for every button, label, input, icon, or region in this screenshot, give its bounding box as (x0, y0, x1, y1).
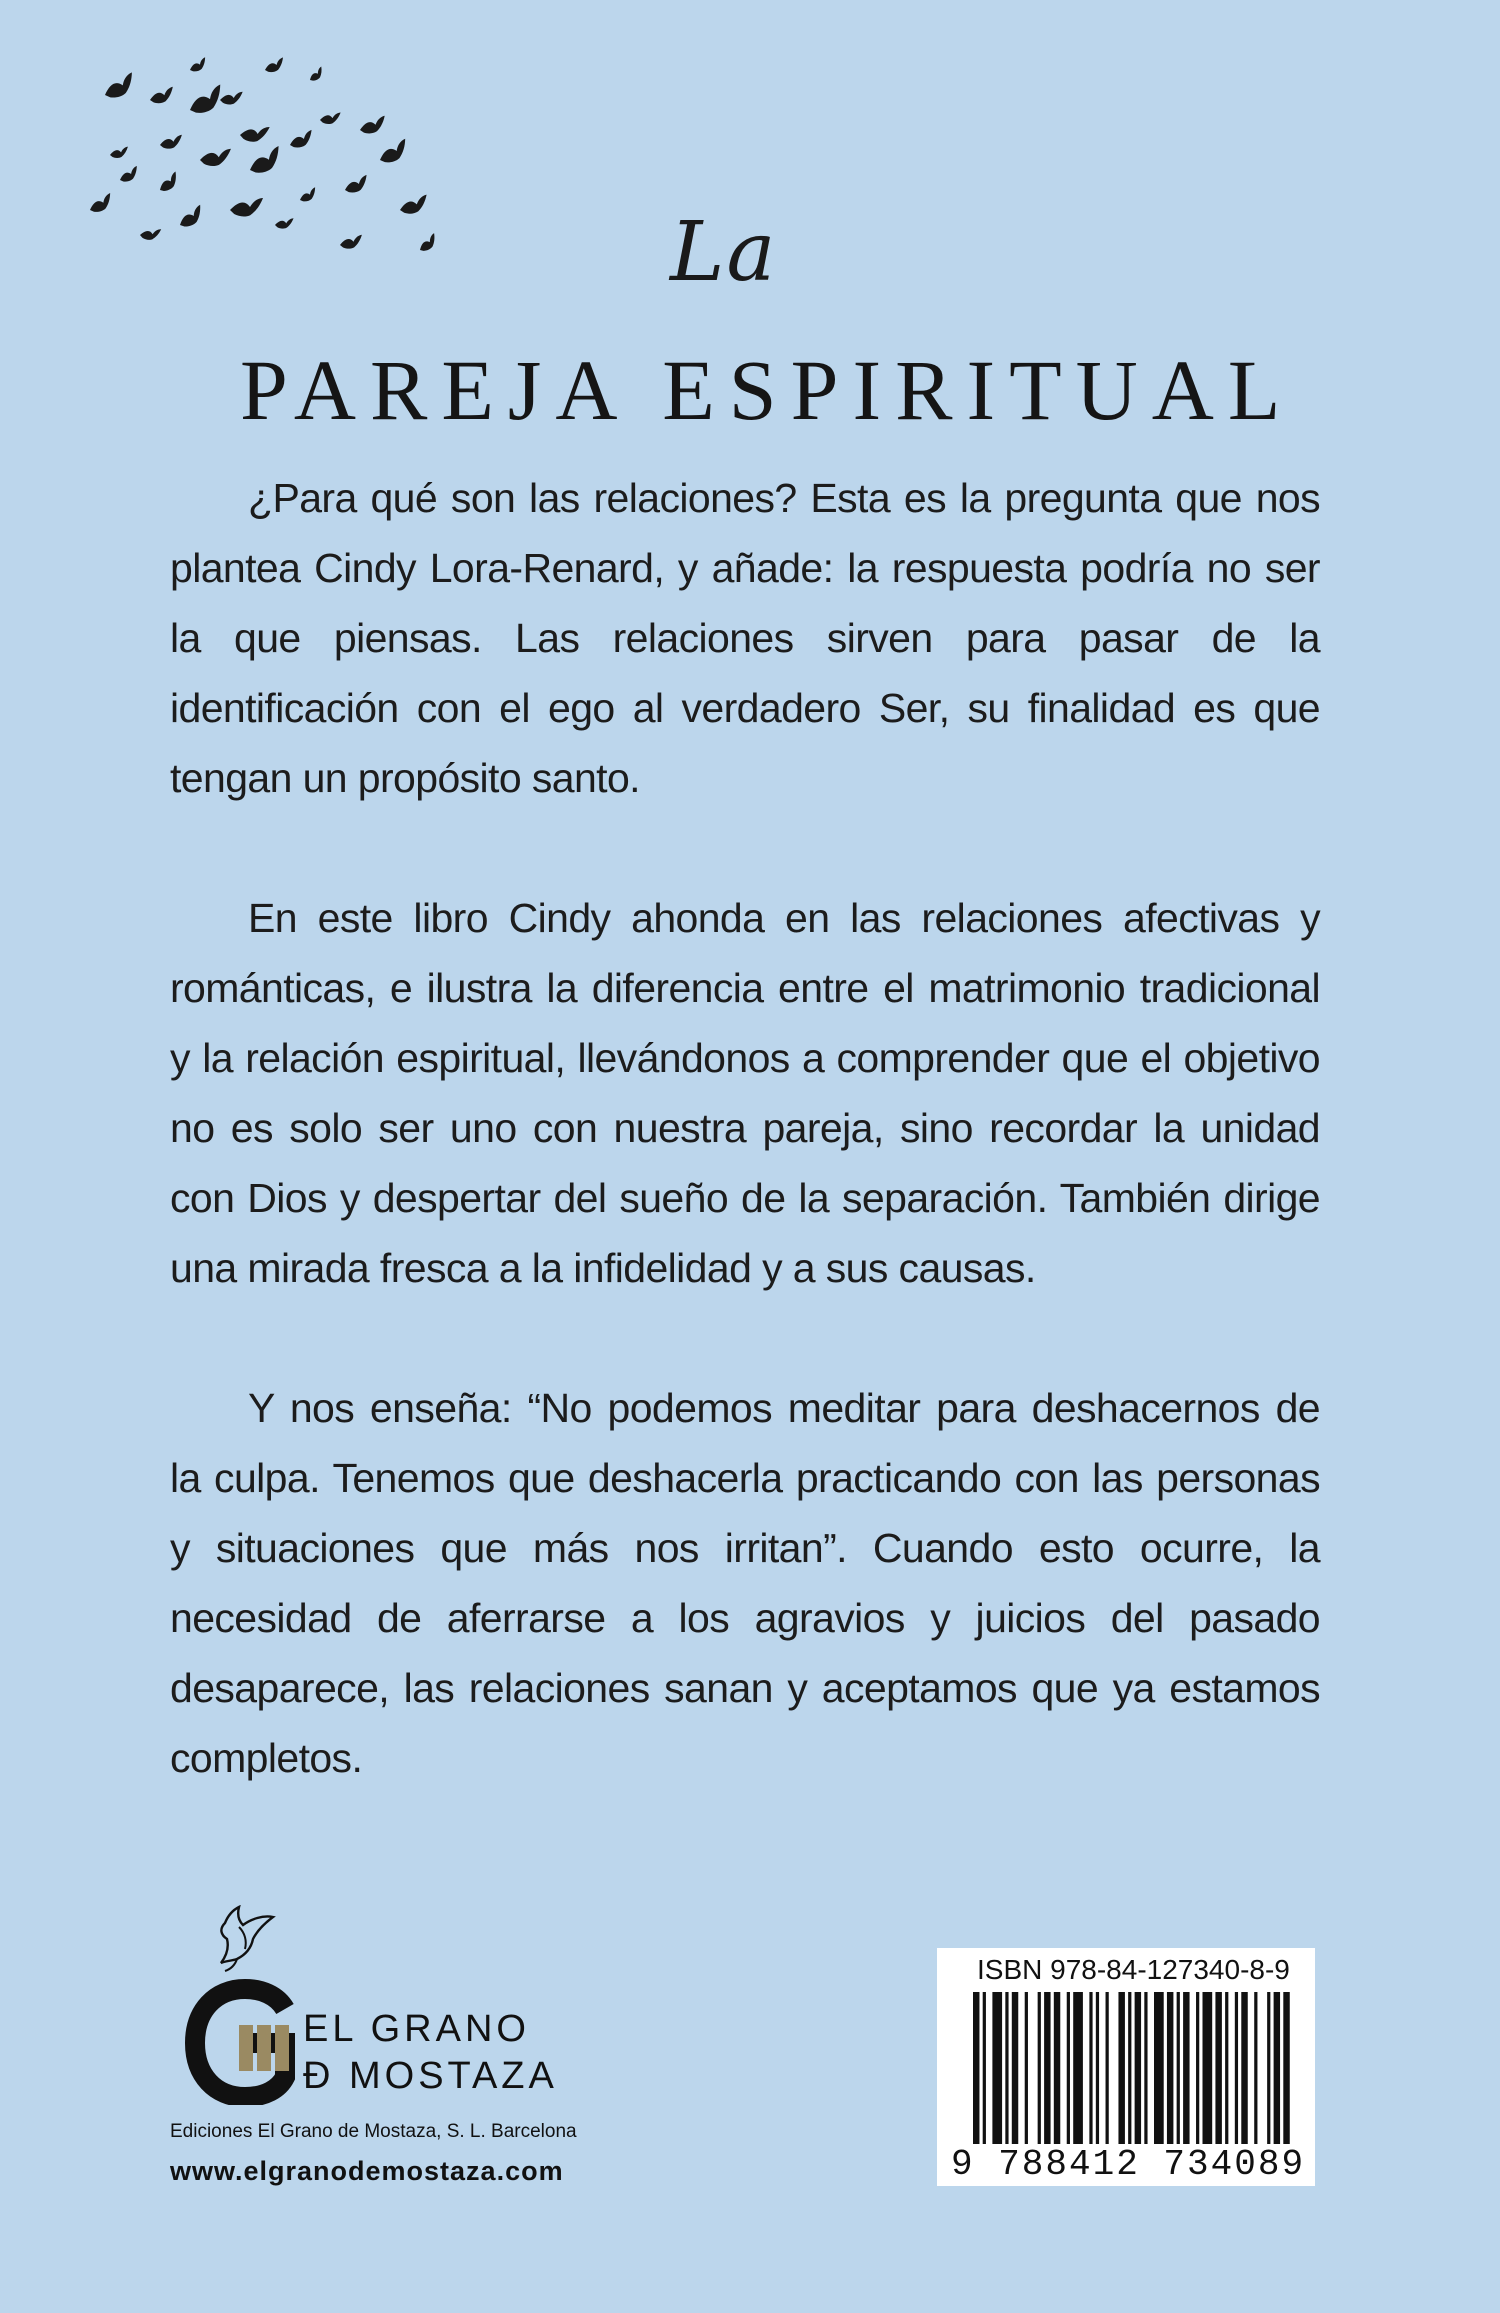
barcode-bar (1025, 1992, 1028, 2144)
barcode-bar (1167, 1992, 1173, 2144)
bird-icon (150, 87, 173, 103)
bird-icon (176, 205, 204, 229)
bird-icon (298, 187, 317, 202)
bird-icon (416, 233, 439, 252)
bird-icon (187, 85, 225, 115)
barcode-bar (1144, 1992, 1147, 2144)
isbn-barcode (937, 1948, 1315, 2186)
barcode-bar (1196, 1992, 1199, 2144)
book-title: PAREJA ESPIRITUAL (240, 342, 1295, 438)
barcode-bar (1005, 1992, 1008, 2144)
bird-icon (156, 171, 181, 192)
book-description (170, 463, 1320, 1863)
barcode-bar (1128, 1992, 1131, 2144)
barcode-bar (1254, 1992, 1257, 2144)
title-prefix: La (670, 205, 778, 300)
bird-icon (88, 193, 113, 213)
barcode-bar (1038, 1992, 1041, 2144)
barcode-bar (1054, 1992, 1060, 2144)
barcode-bar (1202, 1992, 1212, 2144)
bird-icon (118, 166, 139, 183)
barcode-bar (1235, 1992, 1238, 2144)
publisher-name-line1: EL GRANO (303, 2008, 530, 2050)
bird-icon (340, 233, 362, 250)
barcode-bar (1044, 1992, 1050, 2144)
barcode-bar (1215, 1992, 1221, 2144)
barcode-bar (1106, 1992, 1109, 2144)
bird-icon (160, 133, 182, 150)
bird-icon (102, 72, 136, 99)
bird-icon (307, 67, 325, 82)
bird-icon (219, 88, 242, 106)
description-paragraph: ¿Para qué son las relaciones? Esta es la pregunta que nos plantea Cindy Lora-Renard, y añade: la respuesta podría no ser la que piensas. Las relaciones sirven para pasar de la identificación con el ego al verdadero Ser, su finalidad es que tengan un propósito santo. (170, 475, 1320, 801)
publisher-website[interactable]: www.elgranodemostaza.com (170, 2156, 564, 2186)
publisher-name-line2: Ð MOSTAZA (303, 2055, 558, 2097)
barcode-bar (983, 1992, 986, 2144)
barcode-bar (1183, 1992, 1189, 2144)
description-paragraph: En este libro Cindy ahonda en las relaciones afectivas y románticas, e ilustra la diferencia entre el matrimonio tradicional y la relación espiritual, llevándonos a comprender que el objetivo no es solo ser uno con nuestra pareja, sino recordar la unidad con Dios y despertar del sueño de la separación. También dirige una mirada fresca a la infidelidad y a sus causas. (170, 895, 1320, 1291)
barcode-bar (1154, 1992, 1164, 2144)
barcode-bar (992, 1992, 1002, 2144)
barcode-bar (1135, 1992, 1141, 2144)
bird-icon (360, 116, 385, 134)
dove-g-logo-icon (165, 1905, 315, 2105)
bird-icon (188, 57, 207, 72)
barcode-bar (1241, 1992, 1247, 2144)
barcode-bar (1283, 1992, 1289, 2144)
bird-icon (377, 139, 409, 164)
bird-icon (110, 145, 128, 159)
barcode-icon (973, 1992, 1293, 2144)
bird-icon (264, 57, 284, 72)
bird-icon (400, 195, 427, 214)
description-paragraph: Y nos enseña: “No podemos meditar para deshacernos de la culpa. Tenemos que deshacerla practicando con las personas y situaciones que más nos irritan”. Cuando esto ocurre, la necesidad de aferrarse a los agravios y juicios del pasado desaparece, las relaciones sanan y aceptamos que ya estamos completos. (170, 1385, 1320, 1781)
bird-icon (239, 120, 270, 145)
bird-icon (199, 144, 231, 169)
bird-icon (247, 146, 283, 174)
barcode-bar (1118, 1992, 1124, 2144)
bird-icon (275, 215, 294, 230)
barcode-bar (1012, 1992, 1018, 2144)
barcode-bar (1225, 1992, 1228, 2144)
bird-icon (320, 109, 341, 126)
barcode-bar (1177, 1992, 1180, 2144)
barcode-bar (1267, 1992, 1270, 2144)
bird-icon (139, 224, 161, 242)
publisher-subtitle: Ediciones El Grano de Mostaza, S. L. Barcelona (170, 2121, 577, 2142)
barcode-bar (1089, 1992, 1092, 2144)
bird-icon (344, 175, 368, 193)
isbn-label: ISBN 978-84-127340-8-9 (977, 1954, 1290, 1985)
barcode-bar (1073, 1992, 1083, 2144)
isbn-digits: 9 788412 734089 (951, 2144, 1306, 2185)
barcode-bar (1067, 1992, 1070, 2144)
bird-icon (229, 193, 263, 220)
flock-of-birds-icon (60, 50, 530, 350)
barcode-bar (1274, 1992, 1280, 2144)
bird-icon (289, 130, 313, 148)
barcode-bar (1096, 1992, 1099, 2144)
barcode-bar (973, 1992, 979, 2144)
